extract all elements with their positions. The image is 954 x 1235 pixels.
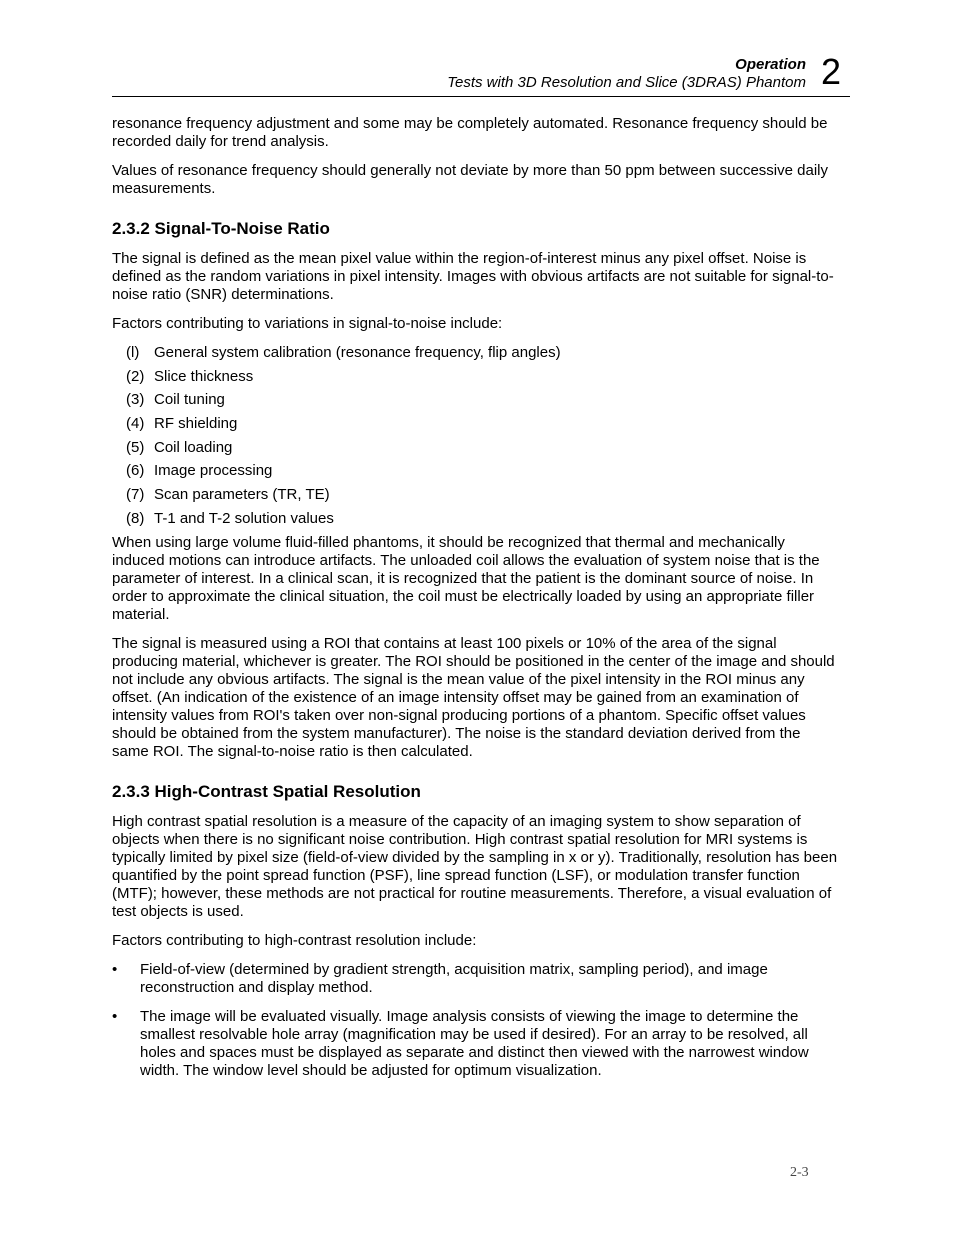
page-header: [112, 51, 850, 97]
list-item: [126, 368, 838, 386]
snr-paragraph: Factors contributing to variations in signal-to-noise include:: [112, 315, 503, 332]
list-item: [126, 439, 838, 457]
snr-paragraph: The signal is defined as the mean pixel value within the region-of-interest minus any pixel offset. Noise is defined as the random variations in pixel intensity. Images with obvious artifacts are not suitable for signal-to-noise ratio (SNR) determinations.: [112, 250, 834, 303]
list-number: (l): [126, 344, 140, 361]
snr-factor-list: [112, 344, 838, 528]
resolution-paragraph: High contrast spatial resolution is a measure of the capacity of an imaging system to show separation of objects when there is no significant noise contribution. High contrast spatial resolution for MRI systems is typically limited by pixel size (field-of-view divided by the sampling in x or y). Traditionally, resolution has been quantified by the point spread function (PSF), line spread function (LSF), or modulation transfer function (MTF); however, these methods are not practical for routine measurements. Therefore, a visual evaluation of test objects is used.: [112, 812, 838, 920]
bullet-mark: •: [112, 1007, 118, 1025]
chapter-number: 2: [820, 51, 841, 92]
list-item: [126, 462, 838, 480]
list-number: (7): [126, 486, 145, 504]
intro-paragraph: Values of resonance frequency should generally not deviate by more than 50 ppm between successive daily measurements.: [112, 162, 828, 197]
list-text: Image processing: [154, 462, 273, 480]
resolution-paragraph: Factors contributing to high-contrast resolution include:: [112, 931, 477, 949]
header-text: [447, 56, 806, 92]
snr-paragraph: The signal is measured using a ROI that contains at least 100 pixels or 10% of the area of the signal producing material, whichever is greater. The ROI should be positioned in the center of the image and should not include any obvious artifacts. The signal is the mean value of the pixel intensity in the ROI minus any offset. (An indication of the existence of an image intensity offset may be gained from an examination of intensity values from ROI's taken over non-signal producing portions of a phantom. Specific offset values should be obtained from the system manufacturer). The noise is the standard deviation derived from the same ROI. The signal-to-noise ratio is then calculated.: [112, 634, 835, 760]
list-text: Scan parameters (TR, TE): [154, 486, 330, 504]
list-item: [126, 510, 838, 528]
list-number: (2): [126, 367, 145, 385]
list-text: Coil loading: [154, 438, 233, 456]
list-text: T-1 and T-2 solution values: [154, 509, 334, 527]
resolution-factor-list: [112, 961, 838, 1080]
list-number: (4): [126, 415, 145, 433]
list-item: [126, 391, 838, 409]
list-item: [112, 1008, 838, 1080]
list-number: (3): [126, 391, 145, 409]
list-item: [126, 415, 838, 433]
list-text: The image will be evaluated visually. Image analysis consists of viewing the image to determine the smallest resolvable hole array (magnification may be used if desired). For an array to be resolved, all holes and spaces must be displayed as separate and distinct then viewed with the narrowest window width. The window level should be adjusted for optimum visualization.: [140, 1007, 809, 1079]
list-item: [126, 344, 838, 362]
list-item: [112, 961, 838, 997]
list-number: (6): [126, 462, 145, 480]
section-heading-snr: 2.3.2 Signal-To-Noise Ratio: [112, 219, 330, 238]
intro-paragraph: resonance frequency adjustment and some may be completely automated. Resonance frequency should be recorded daily for trend analysis.: [112, 115, 828, 150]
list-text: Field-of-view (determined by gradient strength, acquisition matrix, sampling period), and image reconstruction and display method.: [140, 960, 768, 996]
list-number: (5): [126, 438, 145, 456]
list-text: Slice thickness: [154, 367, 254, 385]
snr-paragraph: When using large volume fluid-filled phantoms, it should be recognized that thermal and mechanically induced motions can introduce artifacts. The unloaded coil allows the evaluation of system noise that is the parameter of interest. In a clinical scan, it is recognized that the patient is the dominant source of noise. In order to approximate the clinical situation, the coil must be electrically loaded by using an appropriate filler material.: [112, 533, 820, 623]
list-number: (8): [126, 509, 145, 527]
list-text: Coil tuning: [154, 391, 225, 409]
bullet-mark: •: [112, 960, 118, 978]
section-subtitle: Tests with 3D Resolution and Slice (3DRAS) Phantom: [447, 74, 806, 91]
section-heading-resolution: 2.3.3 High-Contrast Spatial Resolution: [112, 781, 421, 801]
list-item: [126, 486, 838, 504]
list-text: General system calibration (resonance frequency, flip angles): [154, 344, 561, 361]
list-text: RF shielding: [154, 415, 238, 433]
page-content: [112, 115, 838, 1091]
page-number: 2-3: [790, 1165, 809, 1180]
chapter-title: Operation: [735, 56, 806, 73]
